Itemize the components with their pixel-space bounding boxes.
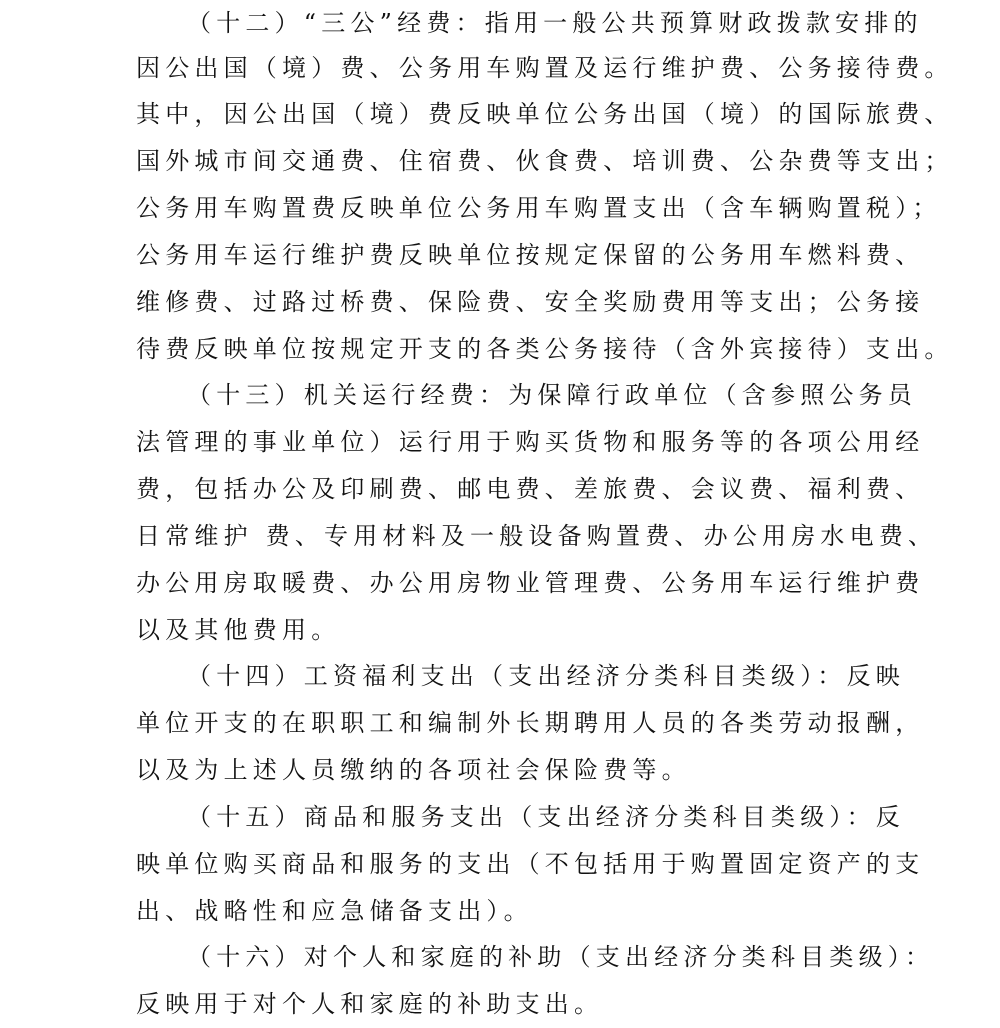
paragraph-line-13: 办公用房取暖费、办公用房物业管理费、公务用车运行维护费 bbox=[136, 569, 925, 597]
paragraph-line-17: 以及为上述人员缴纳的各项社会保险费等。 bbox=[136, 756, 691, 784]
paragraph-line-19: 映单位购买商品和服务的支出（不包括用于购置固定资产的支 bbox=[136, 850, 925, 878]
paragraph-line-22: 反映用于对个人和家庭的补助支出。 bbox=[136, 990, 604, 1018]
paragraph-line-9: （十三）机关运行经费：为保障行政单位（含参照公务员 bbox=[187, 381, 917, 409]
paragraph-line-6: 公务用车运行维护费反映单位按规定保留的公务用车燃料费、 bbox=[136, 241, 925, 269]
paragraph-line-5: 公务用车购置费反映单位公务用车购置支出（含车辆购置税）； bbox=[136, 194, 942, 222]
paragraph-line-2: 因公出国（境）费、公务用车购置及运行维护费、公务接待费。 bbox=[136, 54, 954, 82]
paragraph-line-15: （十四）工资福利支出（支出经济分类科目类级）：反映 bbox=[187, 662, 905, 690]
paragraph-line-12: 日常维护 费、专用材料及一般设备购置费、办公用房水电费、 bbox=[136, 522, 938, 550]
paragraph-line-14: 以及其他费用。 bbox=[136, 616, 341, 644]
paragraph-line-3: 其中，因公出国（境）费反映单位公务出国（境）的国际旅费、 bbox=[136, 100, 954, 128]
paragraph-line-1: （十二）“三公”经费：指用一般公共预算财政拨款安排的 bbox=[187, 9, 923, 37]
paragraph-line-21: （十六）对个人和家庭的补助（支出经济分类科目类级）： bbox=[187, 943, 935, 971]
paragraph-line-11: 费，包括办公及印刷费、邮电费、差旅费、会议费、福利费、 bbox=[136, 475, 925, 503]
paragraph-line-7: 维修费、过路过桥费、保险费、安全奖励费用等支出；公务接 bbox=[136, 288, 925, 316]
paragraph-line-10: 法管理的事业单位）运行用于购买货物和服务等的各项公用经 bbox=[136, 428, 925, 456]
paragraph-line-8: 待费反映单位按规定开支的各类公务接待（含外宾接待）支出。 bbox=[136, 335, 954, 363]
paragraph-line-20: 出、战略性和应急储备支出）。 bbox=[136, 897, 533, 925]
paragraph-line-16: 单位开支的在职职工和编制外长期聘用人员的各类劳动报酬， bbox=[136, 709, 925, 737]
paragraph-line-18: （十五）商品和服务支出（支出经济分类科目类级）：反 bbox=[187, 803, 905, 831]
paragraph-line-4: 国外城市间交通费、住宿费、伙食费、培训费、公杂费等支出； bbox=[136, 147, 954, 175]
